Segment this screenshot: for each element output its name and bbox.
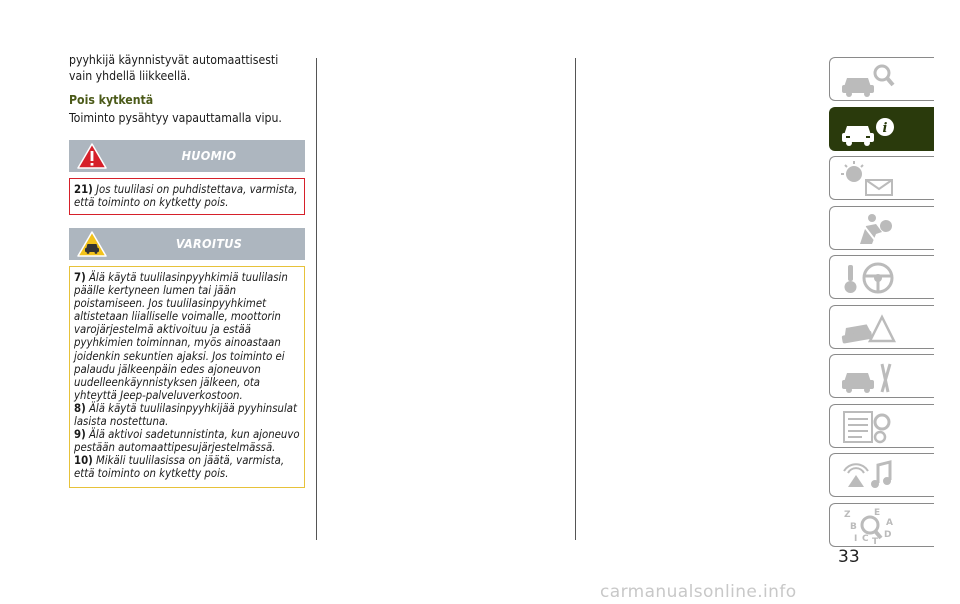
tab-safety[interactable] (829, 206, 934, 250)
servicing-maintenance-icon (838, 358, 898, 396)
chapter-tabs (829, 57, 935, 552)
svg-text:I: I (854, 533, 858, 544)
notice-item (74, 183, 300, 209)
intro-line-2: vain yhdellä liikkeellä. (69, 69, 191, 83)
starting-driving-icon (838, 259, 898, 297)
warning-item-text: Älä aktivoi sadetunnistinta, kun ajoneuvo pestään automaattipesujärjestelmässä. (74, 428, 300, 455)
tab-multimedia[interactable] (829, 453, 934, 497)
index-icon (838, 507, 898, 545)
warning-box (69, 266, 305, 488)
warning-item-number: 10) (74, 454, 93, 468)
warning-banner (69, 228, 305, 260)
safety-airbag-icon (838, 210, 898, 248)
warning-item (74, 454, 300, 480)
tab-emergency[interactable] (829, 305, 934, 349)
tab-servicing[interactable] (829, 354, 934, 398)
multimedia-icon (838, 457, 898, 495)
tab-warning-lights[interactable] (829, 156, 934, 200)
svg-text:i: i (882, 120, 888, 136)
tab-technical-data[interactable] (829, 404, 934, 448)
warning-item-text: Mikäli tuulilasissa on jäätä, varmista, että toiminto on kytketty pois. (74, 454, 285, 481)
section-heading: Pois kytkentä (69, 93, 154, 107)
notice-box (69, 178, 305, 215)
tab-starting-driving[interactable] (829, 255, 934, 299)
warning-title: VAROITUS (175, 236, 243, 251)
notice-item-number: 21) (74, 183, 93, 196)
page-number: 33 (838, 547, 860, 567)
notice-item-text: Jos tuulilasi on puhdistettava, varmista, että toiminto on kytketty pois. (74, 183, 298, 209)
warning-lights-message-icon (838, 160, 898, 198)
svg-text:C: C (862, 533, 869, 544)
watermark: carmanualsonline.info (600, 582, 797, 602)
tab-knowing-your-vehicle[interactable] (829, 57, 934, 101)
svg-text:E: E (874, 507, 881, 518)
tab-index[interactable] (829, 503, 934, 547)
left-column (69, 52, 305, 488)
warning-item (74, 402, 300, 428)
warning-item (74, 271, 300, 402)
svg-text:B: B (850, 521, 857, 532)
svg-text:A: A (886, 517, 893, 528)
section-text: Toiminto pysähtyy vapauttamalla vipu. (69, 111, 282, 125)
warning-item-text: Älä käytä tuulilasinpyyhkijää pyyhinsulat lasista nostettuna. (74, 401, 297, 429)
svg-text:D: D (884, 529, 892, 540)
column-divider (575, 58, 576, 540)
warning-item-text: Älä käytä tuulilasinpyyhkimiä tuulilasin päälle kertyneen lumen tai jään poistamiseen. Jos tuulilasinpyyhkimet altistetaan liialliselle voimalle, moottorin varojärjestelmä aktivoituu ja estää pyyhkimien toiminnan, myös ainoastaan joidenkin sekuntien ajaksi. Jos toiminto ei palaudu jälkeenpäin edes ajoneuvon uudelleenkäynnistyksen jälkeen, ota yhteyttä Jeep-palveluverkostoon. (74, 271, 288, 402)
warning-item-number: 9) (74, 428, 86, 442)
notice-title: HUOMIO (181, 148, 237, 163)
warning-item-number: 8) (74, 401, 86, 415)
car-info-icon (838, 111, 898, 149)
tab-vehicle-info[interactable] (829, 107, 934, 151)
column-divider (316, 58, 317, 540)
emergency-icon (838, 309, 898, 347)
notice-banner (69, 140, 305, 172)
warning-item-number: 7) (74, 271, 86, 284)
svg-text:T: T (872, 536, 879, 545)
technical-data-icon (838, 408, 898, 446)
warning-item (74, 428, 300, 454)
svg-text:Z: Z (844, 509, 851, 520)
intro-line-1: pyyhkijä käynnistyvät automaattisesti (69, 53, 279, 67)
car-search-icon (838, 61, 898, 99)
